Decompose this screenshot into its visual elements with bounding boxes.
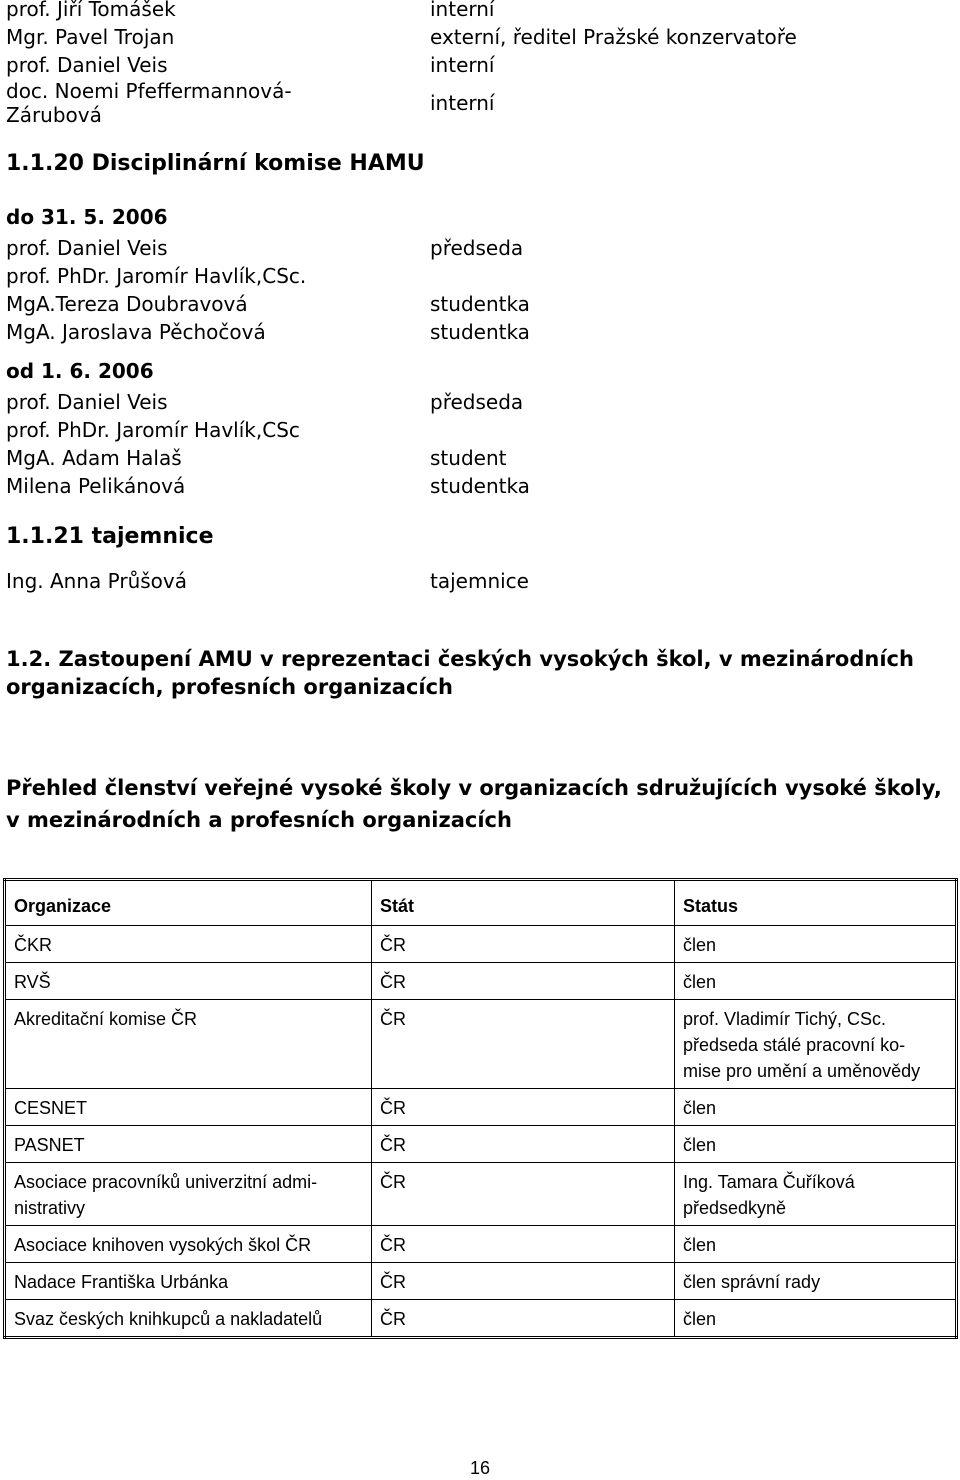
member-role: předseda	[430, 390, 524, 414]
cell-status: člen	[675, 1089, 957, 1126]
member-role: studentka	[430, 292, 530, 316]
column-header-organization: Organizace	[5, 880, 372, 926]
top-list-name: doc. Noemi Pfeffermannová-	[6, 79, 292, 103]
cell-organization: ČKR	[5, 926, 372, 963]
top-list-name: Mgr. Pavel Trojan	[6, 25, 175, 49]
cell-state: ČR	[372, 1089, 675, 1126]
table-row	[5, 1163, 957, 1226]
member-name: MgA.Tereza Doubravová	[6, 292, 248, 316]
member-name: Milena Pelikánová	[6, 474, 186, 498]
cell-status: člen	[675, 926, 957, 963]
top-list-role: externí, ředitel Pražské konzervatoře	[430, 25, 797, 49]
section-heading-disciplinary-committee: 1.1.20 Disciplinární komise HAMU	[6, 151, 425, 176]
cell-status	[675, 1163, 957, 1226]
cell-status-line: předsedkyně	[683, 1198, 787, 1218]
cell-status: člen	[675, 1126, 957, 1163]
table-row	[5, 1126, 957, 1163]
table-header-row	[5, 880, 957, 926]
table-row	[5, 926, 957, 963]
overview-heading: Přehled členství veřejné vysoké školy v organizacích sdružujících vysoké školy, v mezinárodních a profesních organizacích	[6, 776, 942, 832]
cell-status-line: Ing. Tamara Čuříková	[683, 1172, 855, 1192]
column-header-status: Status	[675, 880, 957, 926]
cell-organization-line: nistrativy	[14, 1198, 86, 1218]
cell-status: člen správní rady	[675, 1263, 957, 1300]
table-row	[5, 1089, 957, 1126]
membership-table	[3, 878, 958, 1339]
cell-status-line: prof. Vladimír Tichý, CSc.	[683, 1009, 887, 1029]
secretary-role: tajemnice	[430, 569, 529, 593]
cell-status-line: mise pro umění a uměnovědy	[683, 1061, 921, 1081]
cell-status: člen	[675, 963, 957, 1000]
cell-state: ČR	[372, 963, 675, 1000]
table-row	[5, 1263, 957, 1300]
member-role: studentka	[430, 320, 530, 344]
period-label: od 1. 6. 2006	[6, 359, 154, 383]
cell-organization: RVŠ	[5, 963, 372, 1000]
member-name: prof. PhDr. Jaromír Havlík,CSc	[6, 418, 300, 442]
page-number: 16	[469, 1458, 491, 1478]
member-role: studentka	[430, 474, 530, 498]
member-role: předseda	[430, 236, 524, 260]
period-label: do 31. 5. 2006	[6, 205, 168, 229]
cell-state: ČR	[372, 1126, 675, 1163]
cell-state: ČR	[372, 1300, 675, 1338]
cell-status	[675, 1000, 957, 1089]
cell-organization: Akreditační komise ČR	[5, 1000, 372, 1089]
cell-state: ČR	[372, 1000, 675, 1089]
top-list-role: interní	[430, 0, 495, 21]
member-name: prof. Daniel Veis	[6, 236, 168, 260]
cell-organization: PASNET	[5, 1126, 372, 1163]
member-name: prof. PhDr. Jaromír Havlík,CSc.	[6, 264, 307, 288]
table-row	[5, 1226, 957, 1263]
cell-status: člen	[675, 1300, 957, 1338]
top-list-name: prof. Jiří Tomášek	[6, 0, 176, 21]
top-list-name-continued: Zárubová	[6, 103, 102, 127]
cell-organization: CESNET	[5, 1089, 372, 1126]
top-list-role: interní	[430, 53, 495, 77]
cell-organization: Asociace knihoven vysokých škol ČR	[5, 1226, 372, 1263]
cell-state: ČR	[372, 1263, 675, 1300]
member-name: MgA. Adam Halaš	[6, 446, 182, 470]
column-header-state: Stát	[372, 880, 675, 926]
table-row	[5, 1000, 957, 1089]
top-list-name: prof. Daniel Veis	[6, 53, 168, 77]
cell-organization: Svaz českých knihkupců a nakladatelů	[5, 1300, 372, 1338]
cell-status-line: předseda stálé pracovní ko-	[683, 1035, 906, 1055]
cell-organization	[5, 1163, 372, 1226]
section-heading-secretary: 1.1.21 tajemnice	[6, 524, 214, 549]
member-name: prof. Daniel Veis	[6, 390, 168, 414]
section-heading-representation: 1.2. Zastoupení AMU v reprezentaci českých vysokých škol, v mezinárodních organizacích, profesních organizacích	[6, 647, 914, 699]
cell-organization: Nadace Františka Urbánka	[5, 1263, 372, 1300]
secretary-name: Ing. Anna Průšová	[6, 569, 187, 593]
cell-state: ČR	[372, 926, 675, 963]
table-row	[5, 963, 957, 1000]
cell-organization-line: Asociace pracovníků univerzitní admi-	[14, 1172, 318, 1192]
cell-state: ČR	[372, 1226, 675, 1263]
cell-state: ČR	[372, 1163, 675, 1226]
cell-status: člen	[675, 1226, 957, 1263]
table-row	[5, 1300, 957, 1338]
member-name: MgA. Jaroslava Pěchočová	[6, 320, 266, 344]
top-list-role: interní	[430, 91, 495, 115]
member-role: student	[430, 446, 507, 470]
